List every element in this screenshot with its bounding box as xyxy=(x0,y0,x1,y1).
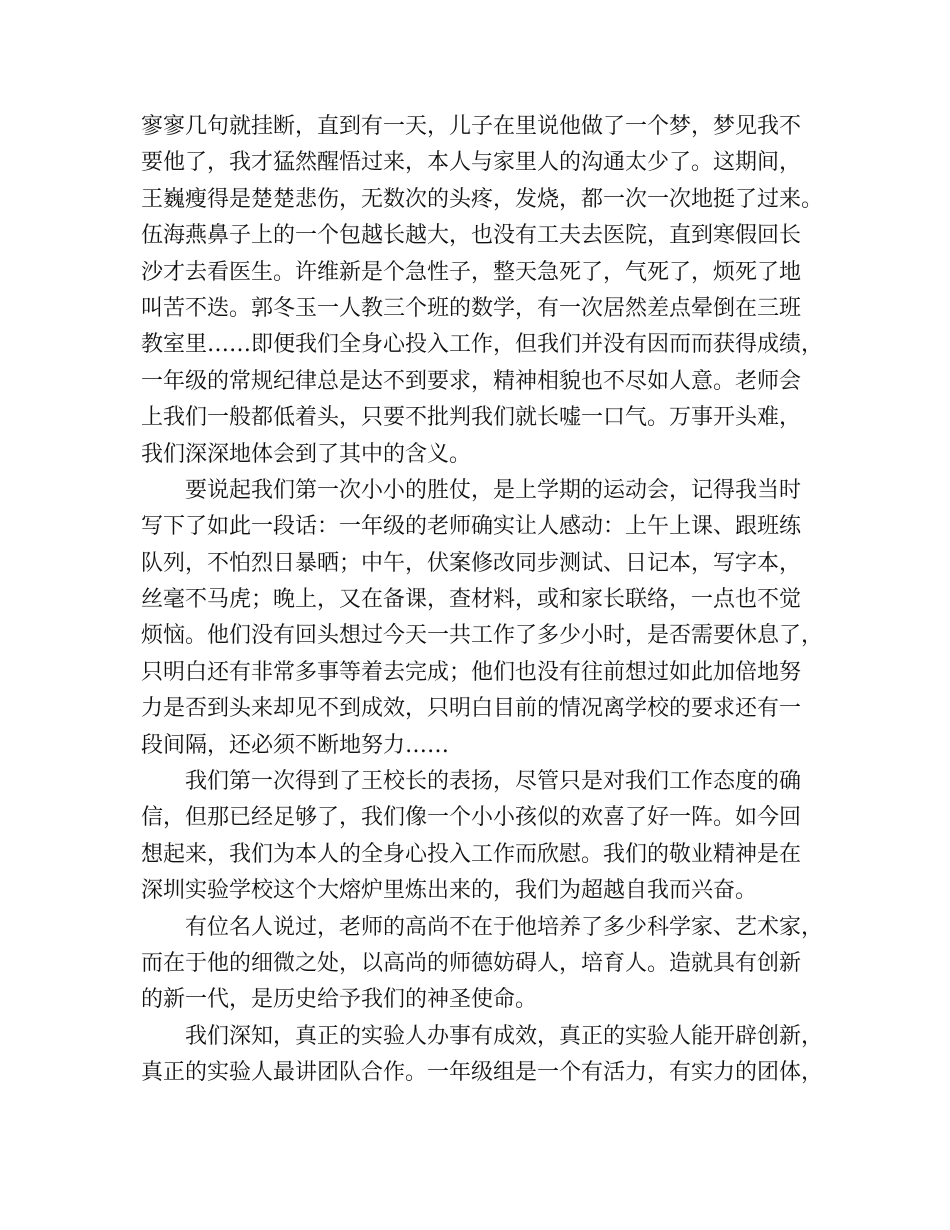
text-line: 伍海燕鼻子上的一个包越长越大，也没有工夫去医院，直到寒假回长 xyxy=(141,223,802,249)
paragraph-2 xyxy=(141,473,841,764)
text-line: 沙才去看医生。许维新是个急性子，整天急死了，气死了，烦死了地 xyxy=(141,259,802,285)
text-line: 信，但那已经足够了，我们像一个小小孩似的欢喜了好一阵。如今回 xyxy=(141,805,802,831)
text-line: 烦恼。他们没有回头想过今天一共工作了多少小时，是否需要休息了， xyxy=(141,623,824,649)
text-line: 要他了，我才猛然醒悟过来，本人与家里人的沟通太少了。这期间， xyxy=(141,150,802,176)
paragraph-1 xyxy=(141,109,841,473)
text-line: 寥寥几句就挂断，直到有一天，儿子在里说他做了一个梦，梦见我不 xyxy=(141,114,802,139)
paragraph-5 xyxy=(141,1019,841,1092)
text-line: 要说起我们第一次小小的胜仗，是上学期的运动会，记得我当时 xyxy=(185,477,802,503)
text-line: 叫苦不迭。郭冬玉一人教三个班的数学，有一次居然差点晕倒在三班 xyxy=(141,295,802,321)
text-line: 丝毫不马虎；晚上，又在备课，查材料，或和家长联络，一点也不觉 xyxy=(141,587,802,613)
text-line: 真正的实验人最讲团队合作。一年级组是一个有活力，有实力的团体， xyxy=(141,1060,824,1086)
text-line: 教室里……即便我们全身心投入工作，但我们并没有因而而获得成绩， xyxy=(141,332,824,358)
text-line: 我们深知，真正的实验人办事有成效，真正的实验人能开辟创新， xyxy=(185,1023,824,1049)
paragraph-3 xyxy=(141,764,841,910)
text-line: 写下了如此一段话：一年级的老师确实让人感动：上午上课、跟班练 xyxy=(141,514,802,540)
document-page xyxy=(141,109,841,1092)
text-line: 深圳实验学校这个大熔炉里炼出来的，我们为超越自我而兴奋。 xyxy=(141,878,758,904)
text-line: 一年级的常规纪律总是达不到要求，精神相貌也不尽如人意。老师会 xyxy=(141,368,802,394)
text-line: 有位名人说过，老师的高尚不在于他培养了多少科学家、艺术家， xyxy=(185,914,824,940)
text-line: 队列，不怕烈日暴晒；中午，伏案修改同步测试、日记本，写字本， xyxy=(141,550,802,576)
text-line: 上我们一般都低着头，只要不批判我们就长嘘一口气。万事开头难， xyxy=(141,405,802,431)
text-line: 我们第一次得到了王校长的表扬，尽管只是对我们工作态度的确 xyxy=(185,769,802,795)
text-line: 段间隔，还必须不断地努力…… xyxy=(141,732,450,758)
text-line: 我们深深地体会到了其中的含义。 xyxy=(141,441,472,467)
paragraph-4 xyxy=(141,910,841,1019)
text-line: 力是否到头来却见不到成效，只明白目前的情况离学校的要求还有一 xyxy=(141,696,802,722)
text-line: 只明白还有非常多事等着去完成；他们也没有往前想过如此加倍地努 xyxy=(141,659,802,685)
text-line: 的新一代，是历史给予我们的神圣使命。 xyxy=(141,987,538,1013)
text-line: 王巍瘦得是楚楚悲伤，无数次的头疼，发烧，都一次一次地挺了过来。 xyxy=(141,186,824,212)
text-line: 想起来，我们为本人的全身心投入工作而欣慰。我们的敬业精神是在 xyxy=(141,841,802,867)
text-line: 而在于他的细微之处，以高尚的师德妨碍人，培育人。造就具有创新 xyxy=(141,950,802,976)
